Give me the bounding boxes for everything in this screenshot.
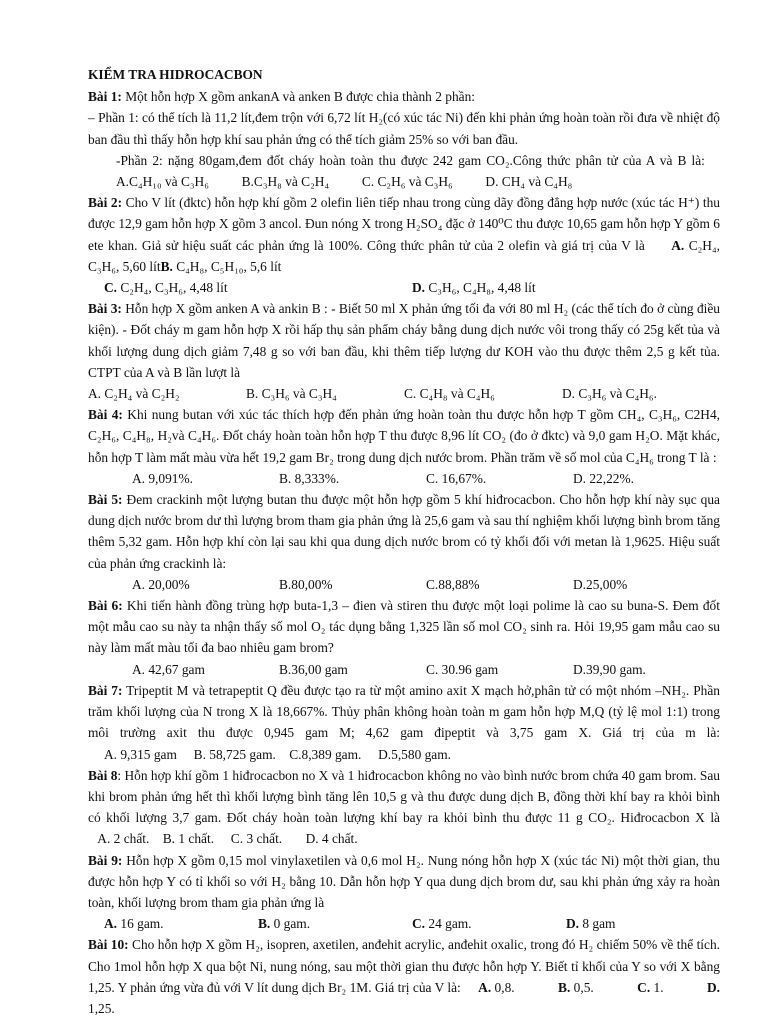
question-6-text — [88, 595, 720, 659]
question-10-option-b: 0,5. — [570, 979, 594, 995]
question-9-option-d-letter: D. — [566, 916, 580, 932]
question-6-body: Khi tiến hành đồng trùng hợp buta-1,3 – đien và stiren thu được một loại polime là cao su buna-S. Đem đốt một mẫu cao su này ta nhận thấy số mol O₂ tác dụng bằng 1,325 lần số mol CO₂ sinh ra. Hỏi 19,95 gam mẫu cao su này làm mất màu tối đa bao nhiêu gam brom? — [88, 598, 720, 656]
question-8-options: A. 2 chất. B. 1 chất. C. 3 chất. D. 4 chất. — [88, 831, 358, 847]
question-2 — [88, 192, 720, 298]
question-8-text — [88, 765, 720, 850]
question-9-option-b-letter: B. — [258, 916, 271, 932]
question-5-body: Đem crackinh một lượng butan thu được một hỗn hợp gồm 5 khí hiđrocacbon. Cho hỗn hợp khí này sục qua dung dịch nước brom dư thì lượng brom tham gia phản ứng là 25,6 gam và sau thí nghiệm khối lượng bình brom tăng thêm 5,32 gam. Hỗn hợp khí còn lại sau khi qua dung dịch nước brom có tỷ khối đối với metan là 1,9625. Hiệu suất của phản ứng crackinh là: — [88, 492, 720, 571]
question-10-label: Bài 10: — [88, 937, 129, 953]
question-9-option-d — [566, 913, 720, 934]
question-2-option-d: C₃H₆, C₄H₈, 4,48 lít — [425, 280, 536, 296]
question-3-options — [88, 383, 720, 404]
question-6-label: Bài 6: — [88, 598, 123, 614]
question-10-text — [88, 934, 720, 1019]
question-5-option-b: B.80,00% — [279, 576, 333, 592]
question-10 — [88, 934, 720, 1019]
question-2-option-c-wrap — [104, 277, 412, 298]
question-5-option-d: D.25,00% — [573, 576, 628, 592]
question-7-text — [88, 680, 720, 765]
question-1 — [88, 86, 720, 192]
question-2-option-b-letter: B. — [160, 258, 173, 274]
question-1-option-a: A.C₄H₁₀ và C₃H₆ — [116, 174, 209, 190]
question-7-options: A. 9,315 gam B. 58,725 gam. C.8,389 gam. D.5,580 gam. — [88, 746, 452, 762]
question-6-options — [88, 659, 720, 680]
question-7 — [88, 680, 720, 765]
question-6 — [88, 595, 720, 680]
question-6-option-d: D.39,90 gam. — [573, 661, 646, 677]
question-2-option-d-wrap — [412, 277, 720, 298]
question-8 — [88, 765, 720, 850]
question-3 — [88, 298, 720, 404]
question-10-option-c: 1. — [650, 979, 664, 995]
question-4-option-c: C. 16,67%. — [426, 470, 487, 486]
question-7-label: Bài 7: — [88, 682, 123, 698]
question-4-option-d: D. 22,22%. — [573, 470, 634, 486]
question-3-option-a: A. C₂H₄ và C₂H₂ — [88, 386, 180, 402]
question-10-option-c-letter: C. — [637, 979, 651, 995]
question-8-body: : Hỗn hợp khí gồm 1 hiđrocacbon no X và 1 hiđrocacbon không no vào bình nước brom chứa 40 gam brom. Sau khi brom phản ứng hết thì khối lượng bình tăng lên 10,5 g và thu được dung dịch B, đồng thời khí bay ra khỏi bình có khối lượng 3,7 gam. Đốt cháy hoàn toàn lượng khí bay ra khỏi bình thu được 11 g CO₂. Hiđrocacbon X là — [88, 767, 721, 826]
question-3-text — [88, 298, 720, 383]
question-2-option-a: C₂H₄, C₃H₆, 5,60 lít — [88, 237, 720, 274]
question-4-options — [88, 468, 720, 489]
question-5-options — [88, 574, 720, 595]
question-4-text — [88, 404, 720, 468]
question-10-option-a: 0,8. — [491, 979, 515, 995]
question-9-option-a — [104, 913, 258, 934]
question-1-option-d: D. CH₄ và C₄H₈ — [485, 174, 573, 190]
question-6-option-a: A. 42,67 gam — [132, 661, 205, 677]
question-5-label: Bài 5: — [88, 492, 123, 508]
question-9-option-b-text: 0 gam. — [270, 916, 311, 932]
question-2-option-d-letter: D. — [412, 280, 426, 296]
question-5-option-c: C.88,88% — [426, 576, 480, 592]
question-4 — [88, 404, 720, 489]
question-9-option-c-text: 24 gam. — [425, 916, 472, 932]
question-1-part2 — [88, 150, 720, 192]
question-6-option-b: B.36,00 gam — [279, 661, 348, 677]
question-10-option-d-letter: D. — [706, 979, 721, 995]
question-4-option-a: A. 9,091%. — [132, 470, 193, 486]
question-10-body: Cho hỗn hợp X gồm H₂, isopren, axetilen, anđehit acrylic, anđehit oxalic, trong đó H₂ chiếm 50% về thể tích. Cho 1mol hỗn hợp X qua bột Ni, nung nóng, sau một thời gian thu được hỗn hợp Y. Biết tỉ khối của Y so với X bằng 1,25. Y phản ứng vừa đủ với V lít dung dịch Br₂ 1M. Giá trị của V là: — [88, 937, 720, 995]
question-2-option-c: C₂H₄, C₃H₆, 4,48 lít — [117, 280, 228, 296]
question-9-option-a-letter: A. — [104, 916, 118, 932]
question-4-option-b: B. 8,333%. — [279, 470, 340, 486]
question-3-option-d: D. C₃H₆ và C₄H₆. — [562, 386, 657, 402]
question-8-label: Bài 8 — [88, 767, 118, 783]
question-10-option-b-letter: B. — [558, 979, 571, 995]
question-1-option-b: B.C₃H₈ và C₂H₄ — [241, 174, 330, 190]
question-1-part1: – Phần 1: có thể tích là 11,2 lít,đem trộn với 6,72 lít H₂(có xúc tác Ni) đến khi phản ứng hoàn toàn rồi đưa về nhiệt độ ban đầu thì thấy hỗn hợp khí sau phản ứng có thể tích giảm 25% so với ban đầu. — [88, 110, 720, 147]
question-1-label: Bài 1: — [88, 89, 122, 105]
question-1-intro-text: Một hỗn hợp X gồm ankanA và anken B được chia thành 2 phần: — [121, 89, 476, 105]
question-9-option-a-text: 16 gam. — [117, 916, 164, 932]
question-4-label: Bài 4: — [88, 407, 123, 423]
question-9-option-b — [258, 913, 412, 934]
question-9-option-c — [412, 913, 566, 934]
question-4-body: Khi nung butan với xúc tác thích hợp đến phản ứng hoàn toàn thu được hỗn hợp T gồm CH₄, C₃H₆, C2H4, C₂H₆, C₄H₈, H₂và C₄H₆. Đốt cháy hoàn toàn hỗn hợp T thu được 8,96 lít CO₂ (đo ở đktc) và 9,0 gam H₂O. Mặt khác, hỗn hợp T làm mất màu vừa hết 19,2 gam Br₂ trong dung dịch nước brom. Phần trăm về số mol của C₄H₆ trong T là : — [88, 407, 720, 465]
question-9-option-d-text: 8 gam — [579, 916, 616, 932]
question-2-option-c-letter: C. — [104, 280, 118, 296]
question-2-label: Bài 2: — [88, 195, 123, 211]
question-2-option-b: C₄H₈, C₅H₁₀, 5,6 lít — [172, 258, 282, 274]
question-9-label: Bài 9: — [88, 852, 123, 868]
question-2-body: Cho V lít (đktc) hỗn hợp khí gồm 2 olefin liên tiếp nhau trong cùng dãy đồng đẳng hợp nước (xúc tác H⁺) thu được 12,9 gam hỗn hợp X gồm 3 ancol. Đun nóng X trong H₂SO₄ đặc ở 140⁰C thu được 10,65 gam hỗn hợp Y gồm 6 ete khan. Giả sử hiệu suất các phản ứng là 100%. Công thức phân tử của 2 olefin và giá trị của V là — [88, 195, 720, 253]
question-10-option-d: 1,25. — [88, 1000, 115, 1016]
question-9-option-c-letter: C. — [412, 916, 426, 932]
question-6-option-c: C. 30.96 gam — [426, 661, 499, 677]
question-9-options — [88, 913, 720, 934]
question-9-text — [88, 850, 720, 914]
question-3-body: Hỗn hợp X gồm anken A và ankin B : - Biết 50 ml X phản ứng tối đa với 80 ml H₂ (các thể tích đo ở cùng điều kiện). - Đốt cháy m gam hỗn hợp X rồi hấp thụ sản phẩm cháy bằng dung dịch nước vôi trong thấy có 25g kết tủa và khối lượng dung dịch giảm 7,48 g so với ban đầu, khi thêm tiếp lượng dư KOH vào thu được thêm 2,5 g kết tủa. CTPT của A và B lần lượt là — [88, 301, 720, 380]
question-3-label: Bài 3: — [88, 301, 122, 317]
question-2-options-row — [88, 277, 720, 298]
question-1-option-c: C. C₂H₆ và C₃H₆ — [361, 174, 453, 190]
question-5 — [88, 489, 720, 595]
question-10-option-a-letter: A. — [478, 979, 492, 995]
question-1-part2-text: -Phần 2: nặng 80gam,đem đốt cháy hoàn toàn thu được 242 gam CO₂.Công thức phân tử của A và B là: — [116, 152, 705, 168]
question-2-text — [88, 192, 720, 277]
page-title: KIỂM TRA HIDROCACBON — [88, 67, 263, 82]
question-9 — [88, 850, 720, 935]
question-5-option-a: A. 20,00% — [132, 576, 190, 592]
question-2-option-a-letter: A. — [671, 237, 685, 253]
question-3-option-b: B. C₃H₆ và C₃H₄ — [246, 386, 337, 402]
question-3-option-c: C. C₄H₈ và C₄H₆ — [404, 386, 495, 402]
question-1-intro — [88, 86, 720, 107]
question-7-body: Tripeptit M và tetrapeptit Q đều được tạo ra từ một amino axit X mạch hở,phân tử có một nhóm –NH₂. Phần trăm khối lượng của N trong X là 18,667%. Thủy phân không hoàn toàn m gam hỗn hợp M,Q (tỷ lệ mol 1:1) trong môi trường axit thu được 0,945 gam M; 4,62 gam đipeptit và 3,75 gam X. Giá trị của m là: — [88, 682, 720, 741]
question-9-body: Hỗn hợp X gồm 0,15 mol vinylaxetilen và 0,6 mol H₂. Nung nóng hỗn hợp X (xúc tác Ni) một thời gian, thu được hỗn hợp Y có tỉ khối so với H₂ bằng 10. Dẫn hỗn hợp Y qua dung dịch brom dư, sau khi phản ứng xảy ra hoàn toàn, khối lượng brom tham gia phản ứng là — [88, 852, 720, 910]
question-5-text — [88, 489, 720, 574]
